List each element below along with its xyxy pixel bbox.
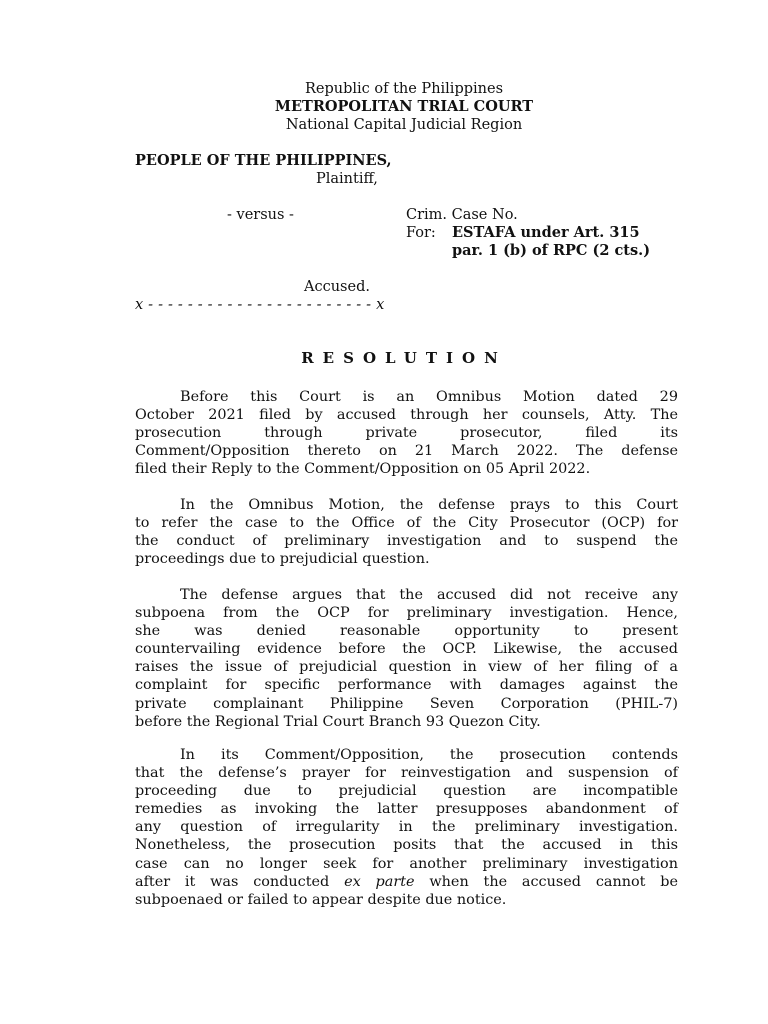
paragraph-line: the conduct of preliminary investigation and to suspend the [135,533,678,550]
paragraph-line: The defense argues that the accused did not receive any [180,587,678,603]
paragraph-line: proceeding due to prejudicial question are incompatible [135,783,678,800]
paragraph-4 [135,746,678,909]
caption-separator: x - - - - - - - - - - - - - - - - - - - - - - - x [135,297,385,313]
paragraph-line: In the Omnibus Motion, the defense prays to this Court [180,497,678,513]
case-number-label: Crim. Case No. [406,207,518,223]
paragraph-2 [135,496,678,568]
plaintiff-name: PEOPLE OF THE PHILIPPINES, [135,152,392,169]
paragraph-line: filed their Reply to the Comment/Opposition on 05 April 2022. [135,461,591,478]
paragraph-line: subpoenaed or failed to appear despite due notice. [135,891,507,908]
paragraph-3 [135,586,678,731]
paragraph-line: she was denied reasonable opportunity to present [135,623,678,640]
charge-line-2: par. 1 (b) of RPC (2 cts.) [452,242,651,259]
paragraph-line: Comment/Opposition thereto on 21 March 2022. The defense [135,443,678,460]
paragraph-line: October 2021 filed by accused through her counsels, Atty. The [135,407,678,424]
paragraph-line: before the Regional Trial Court Branch 93 Quezon City. [135,713,541,730]
paragraph-line: private complainant Philippine Seven Corporation (PHIL-7) [135,695,678,712]
paragraph-line: that the defense’s prayer for reinvestigation and suspension of [135,765,678,782]
italic-ex-parte: ex parte [344,873,415,890]
paragraph-line: countervailing evidence before the OCP. Likewise, the accused [135,641,678,658]
text-segment: when the accused cannot be [429,873,678,890]
accused-role: Accused. [304,279,370,295]
paragraph-line: In its Comment/Opposition, the prosecution contends [180,747,678,763]
paragraph-line: Nonetheless, the prosecution posits that the accused in this [135,837,678,854]
paragraph-line: to refer the case to the Office of the City Prosecutor (OCP) for [135,515,678,532]
paragraph-line: raises the issue of prejudicial question in view of her filing of a [135,659,678,676]
paragraph-line: complaint for specific performance with damages against the [135,677,678,694]
paragraph-line: case can no longer seek for another preliminary investigation [135,855,678,872]
versus-label: - versus - [227,207,294,223]
paragraph-line-mixed [135,873,678,891]
republic-line: Republic of the Philippines [304,81,504,97]
paragraph-line: Before this Court is an Omnibus Motion dated 29 [180,389,678,405]
paragraph-line: any question of irregularity in the preliminary investigation. [135,819,678,836]
paragraph-line: prosecution through private prosecutor, filed its [135,425,678,442]
region-line: National Capital Judicial Region [285,117,523,133]
paragraph-line: remedies as invoking the latter presupposes abandonment of [135,801,678,818]
for-label: For: [406,225,436,241]
court-name: METROPOLITAN TRIAL COURT [274,98,534,115]
charge-line-1: ESTAFA under Art. 315 [452,224,640,241]
text-segment: after it was conducted [135,873,330,890]
paragraph-1 [135,388,678,478]
plaintiff-role: Plaintiff, [316,171,378,187]
resolution-title: RESOLUTION [301,349,507,367]
paragraph-line: subpoena from the OCP for preliminary investigation. Hence, [135,605,678,622]
paragraph-line: proceedings due to prejudicial question. [135,551,430,568]
